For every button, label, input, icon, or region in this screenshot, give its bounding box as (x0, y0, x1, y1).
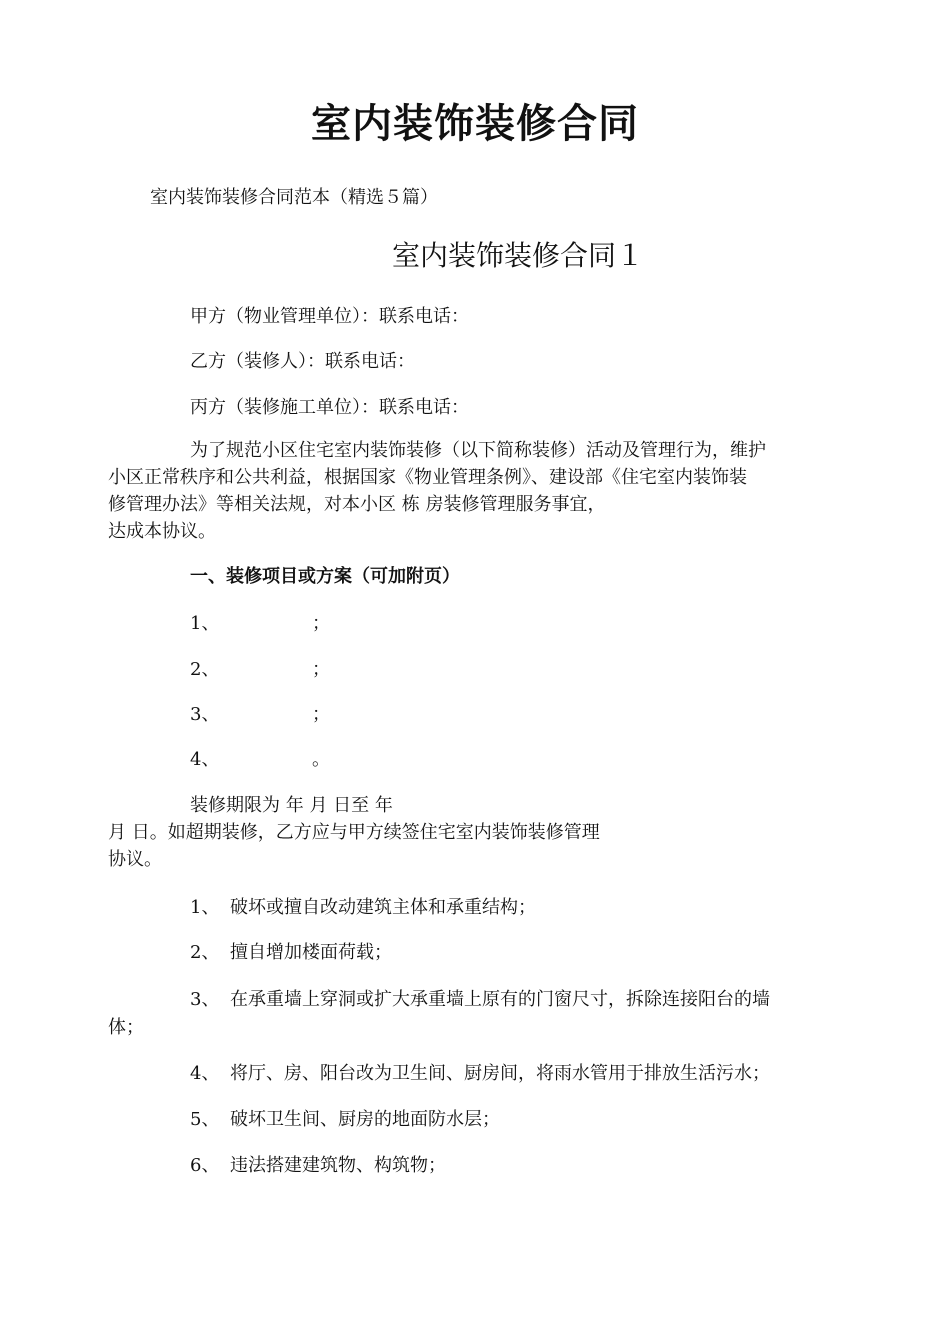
prohibited-continuation: 体； (108, 1017, 144, 1038)
intro-line-3: 修管理办法》等相关法规，对本小区 栋 房装修管理服务事宜， (108, 494, 606, 515)
period-line-3: 协议。 (108, 849, 162, 870)
prohibited-text: 擅自增加楼面荷载； (230, 942, 392, 963)
prohibited-text: 违法搭建建筑物、构筑物； (230, 1155, 446, 1176)
intro-line-2: 小区正常秩序和公共利益，根据国家《物业管理条例》、建设部《住宅室内装饰装 (108, 467, 747, 488)
section-title: 室内装饰装修合同１ (392, 239, 645, 272)
period-line-1: 装修期限为 年 月 日至 年 (190, 795, 393, 816)
item-punctuation: ； (312, 613, 330, 634)
section-1-heading: 一、装修项目或方案（可加附页） (190, 566, 460, 587)
intro-line-1: 为了规范小区住宅室内装饰装修（以下简称装修）活动及管理行为，维护 (190, 440, 766, 461)
prohibited-number: 5、 (190, 1109, 220, 1130)
prohibited-number: 1、 (190, 897, 220, 918)
document-title: 室内装饰装修合同 (311, 101, 639, 147)
period-line-2: 月 日。如超期装修，乙方应与甲方续签住宅室内装饰装修管理 (108, 822, 600, 843)
item-punctuation: ； (312, 704, 330, 725)
party-c-line: 丙方（装修施工单位）：联系电话： (190, 397, 469, 418)
prohibited-text: 将厅、房、阳台改为卫生间、厨房间，将雨水管用于排放生活污水； (230, 1063, 770, 1084)
item-number: 2、 (190, 659, 220, 680)
item-number: 3、 (190, 704, 220, 725)
prohibited-number: 4、 (190, 1063, 220, 1084)
intro-line-4: 达成本协议。 (108, 521, 216, 542)
item-number: 1、 (190, 613, 220, 634)
prohibited-number: 3、 (190, 989, 220, 1010)
party-a-line: 甲方（物业管理单位）：联系电话： (190, 306, 469, 327)
item-number: 4、 (190, 749, 220, 770)
prohibited-number: 2、 (190, 942, 220, 963)
item-punctuation: ； (312, 659, 330, 680)
prohibited-text: 在承重墙上穿洞或扩大承重墙上原有的门窗尺寸，拆除连接阳台的墙 (230, 989, 770, 1010)
prohibited-text: 破坏或擅自改动建筑主体和承重结构； (230, 897, 536, 918)
document-subtitle: 室内装饰装修合同范本（精选５篇） (150, 187, 438, 208)
party-b-line: 乙方（装修人）：联系电话： (190, 351, 415, 372)
item-punctuation: 。 (312, 749, 330, 770)
prohibited-number: 6、 (190, 1155, 220, 1176)
prohibited-text: 破坏卫生间、厨房的地面防水层； (230, 1109, 500, 1130)
